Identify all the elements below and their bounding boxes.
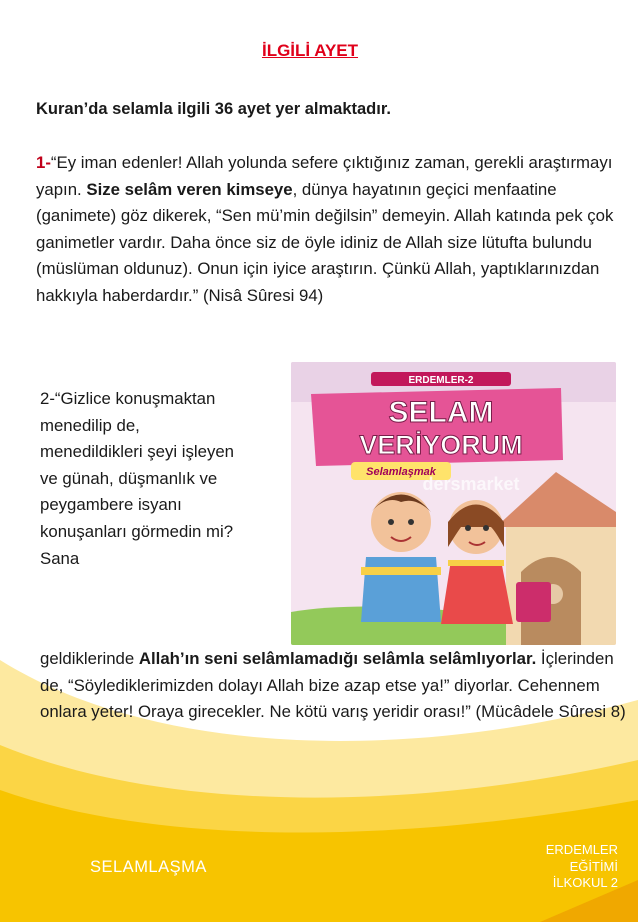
verse-2-bold: Allah’ın seni selâmlamadığı selâmla selâmlıyorlar. — [138, 649, 537, 668]
verse-2-part-1: 2-“Gizlice konuşmaktan menedilip de, menedildikleri şeyi işleyen ve günah, düşmanlık ve peygambere isyanı konuşanları görmedin mi? Sana — [40, 389, 235, 568]
cover-title-line-1: SELAM — [388, 396, 494, 429]
book-cover-image — [291, 362, 616, 645]
verse-1 — [36, 150, 616, 310]
footer-topic: SELAMLAŞMA — [90, 858, 207, 876]
cover-watermark: dersmarket — [422, 474, 520, 494]
page-title: İLGİLİ AYET — [261, 41, 359, 60]
footer-line-1: ERDEMLER — [545, 842, 618, 857]
verse-1-text-b: , dünya hayatının geçici menfaatine (ganimete) göz dikerek, “Sen mü’min değilsin” demeyin. Allah katında pek çok ganimetler vardır. Daha önce siz de öyle idiniz de Allah size lütufta bulundu (müslüman oldunuz). Onun için iyice araştırın. Çünkü Allah, yaptıklarınızdan hakkıyla haberdardır.” (Nisâ Sûresi 94) — [36, 179, 614, 305]
cover-series-text: ERDEMLER-2 — [408, 375, 474, 386]
intro-text: Kuran’da selamla ilgili 36 ayet yer almaktadır. — [36, 100, 391, 118]
footer-course-info — [546, 842, 618, 892]
footer-line-2: EĞİTİMİ — [569, 858, 618, 874]
footer-line-3: İLKOKUL 2 — [552, 875, 618, 890]
cover-subtitle: Selamlaşmak — [366, 466, 436, 478]
verse-2-text-a: geldiklerinde — [40, 649, 139, 668]
verse-2-text-b: İçlerinden de, “Söylediklerimizden dolayı Allah bize azap etse ya!” diyorlar. Cehennem onlara yeter! Oraya girecekler. Ne kötü varış yeridir orası!” (Mücâdele Sûresi 8) — [40, 649, 626, 722]
cover-title-line-2: VERİYORUM — [359, 430, 523, 460]
verse-2-part-2 — [40, 646, 630, 726]
verse-1-text-a: “Ey iman edenler! Allah yolunda sefere çıktığınız zaman, gerekli araştırmayı yapın. — [36, 153, 613, 199]
verse-1-number: 1- — [36, 153, 51, 172]
verse-1-bold: Size selâm veren kimseye — [86, 179, 293, 199]
